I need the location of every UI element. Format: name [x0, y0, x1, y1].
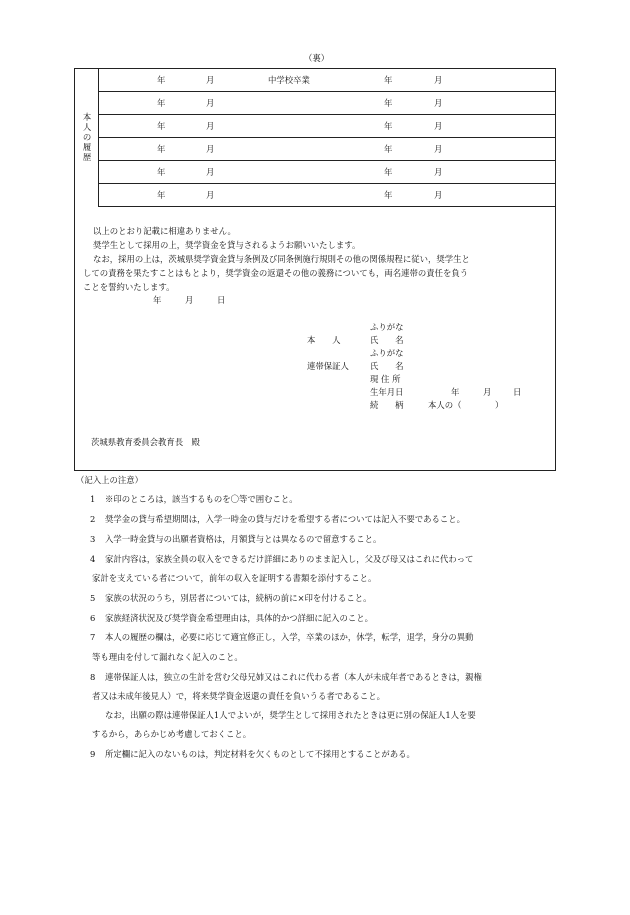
- guarantor-furigana-label: ふりがな: [370, 348, 404, 358]
- guarantor-birth-month: 月: [483, 387, 492, 397]
- note-text: するから，あらかじめ考慮しておくこと。: [92, 729, 252, 739]
- notes-title: （記入上の注意）: [76, 475, 143, 485]
- history-year-2: 年: [384, 144, 393, 154]
- guarantor-name-label: 氏 名: [370, 361, 404, 371]
- history-section-bottom: [99, 206, 555, 207]
- addressee: 茨城県教育委員会教育長 殿: [91, 437, 200, 447]
- note-number: 2: [90, 514, 96, 524]
- history-month-2: 月: [434, 121, 443, 131]
- history-year-2: 年: [384, 75, 393, 85]
- history-year-2: 年: [384, 167, 393, 177]
- note-text: 家族の状況のうち，別居者については，続柄の前に×印を付けること。: [105, 593, 372, 603]
- declaration-line: しての責務を果たすことはもとより，奨学資金の返還その他の義務についても，両名連帯の責任を負う: [83, 268, 469, 278]
- history-year: 年: [157, 75, 166, 85]
- history-month: 月: [206, 167, 215, 177]
- history-month: 月: [206, 98, 215, 108]
- note-number: 6: [90, 613, 96, 623]
- guarantor-birth-year: 年: [451, 387, 460, 397]
- note-text: ※印のところは，該当するものを〇等で囲むこと。: [105, 494, 298, 504]
- history-row-divider: [99, 91, 555, 92]
- guarantor-relation-value: 本人の（ ）: [428, 400, 504, 410]
- note-text: 連帯保証人は，独立の生計を営む父母兄姉又はこれに代わる者（本人が未成年者であるときは，親権: [105, 672, 482, 682]
- applicant-label: 本 人: [307, 335, 341, 345]
- note-number: 4: [90, 554, 96, 564]
- history-year: 年: [157, 190, 166, 200]
- history-year-2: 年: [384, 190, 393, 200]
- history-year: 年: [157, 121, 166, 131]
- history-row-divider: [99, 114, 555, 115]
- guarantor-relation-label: 続 柄: [370, 400, 404, 410]
- date-day: 日: [217, 295, 226, 305]
- history-month: 月: [206, 190, 215, 200]
- declaration-line: 以上のとおり記載に相違ありません。: [93, 226, 236, 236]
- declaration-line: ことを誓約いたします。: [83, 282, 175, 292]
- guarantor-birth-day: 日: [513, 387, 522, 397]
- page-mark: （裏）: [304, 53, 330, 63]
- applicant-name-label: 氏 名: [370, 335, 404, 345]
- declaration-line: なお，採用の上は，茨城県奨学資金貸与条例及び同条例施行規則その他の関係規程に従い，奨学生と: [93, 254, 470, 264]
- applicant-furigana-label: ふりがな: [370, 322, 404, 332]
- history-row-divider: [99, 137, 555, 138]
- history-year-2: 年: [384, 121, 393, 131]
- note-text: 本人の履歴の欄は，必要に応じて適宜修正し，入学，卒業のほか，休学，転学，退学，身分の異動: [105, 632, 474, 642]
- history-row-divider: [99, 183, 555, 184]
- note-text: 者又は未成年後見人）で，将来奨学資金返還の責任を負いうる者であること。: [92, 691, 385, 701]
- history-year: 年: [157, 98, 166, 108]
- history-year: 年: [157, 167, 166, 177]
- history-label: 本人の履歴: [82, 112, 92, 162]
- history-first-row-note: 中学校卒業: [268, 75, 310, 85]
- note-text: なお，出願の際は連帯保証人1人でよいが，奨学生として採用されたときは更に別の保証人1人を要: [105, 710, 476, 720]
- note-number: 9: [90, 749, 96, 759]
- history-month: 月: [206, 121, 215, 131]
- history-month: 月: [206, 75, 215, 85]
- declaration-line: 奨学生として採用の上，奨学資金を貸与されるようお願いいたします。: [93, 240, 361, 250]
- application-form-box: [74, 68, 556, 471]
- history-month-2: 月: [434, 167, 443, 177]
- note-number: 5: [90, 593, 96, 603]
- note-text: 家計内容は，家族全員の収入をできるだけ詳細にありのまま記入し，父及び母又はこれに代わって: [105, 554, 474, 564]
- history-month-2: 月: [434, 75, 443, 85]
- history-year: 年: [157, 144, 166, 154]
- guarantor-address-label: 現 住 所: [370, 374, 401, 384]
- note-text: 家計を支えている者について，前年の収入を証明する書類を添付すること。: [92, 573, 377, 583]
- history-month: 月: [206, 144, 215, 154]
- note-text: 入学一時金貸与の出願者資格は，月額貸与とは異なるので留意すること。: [105, 534, 382, 544]
- note-number: 1: [90, 494, 96, 504]
- history-month-2: 月: [434, 98, 443, 108]
- history-year-2: 年: [384, 98, 393, 108]
- note-text: 家族経済状況及び奨学資金希望理由は，具体的かつ詳細に記入のこと。: [105, 613, 373, 623]
- history-month-2: 月: [434, 190, 443, 200]
- note-number: 7: [90, 632, 96, 642]
- date-month: 月: [185, 295, 194, 305]
- note-text: 所定欄に記入のないものは，判定材料を欠くものとして不採用とすることがある。: [105, 749, 415, 759]
- history-month-2: 月: [434, 144, 443, 154]
- note-text: 等も理由を付して漏れなく記入のこと。: [92, 652, 243, 662]
- history-label-column: [75, 69, 99, 207]
- guarantor-label: 連帯保証人: [307, 361, 349, 371]
- note-number: 3: [90, 534, 96, 544]
- note-text: 奨学金の貸与希望期間は，入学一時金の貸与だけを希望する者については記入不要であること。: [105, 514, 465, 524]
- note-number: 8: [90, 672, 96, 682]
- date-year: 年: [153, 295, 162, 305]
- history-row-divider: [99, 160, 555, 161]
- guarantor-birth-label: 生年月日: [370, 387, 404, 397]
